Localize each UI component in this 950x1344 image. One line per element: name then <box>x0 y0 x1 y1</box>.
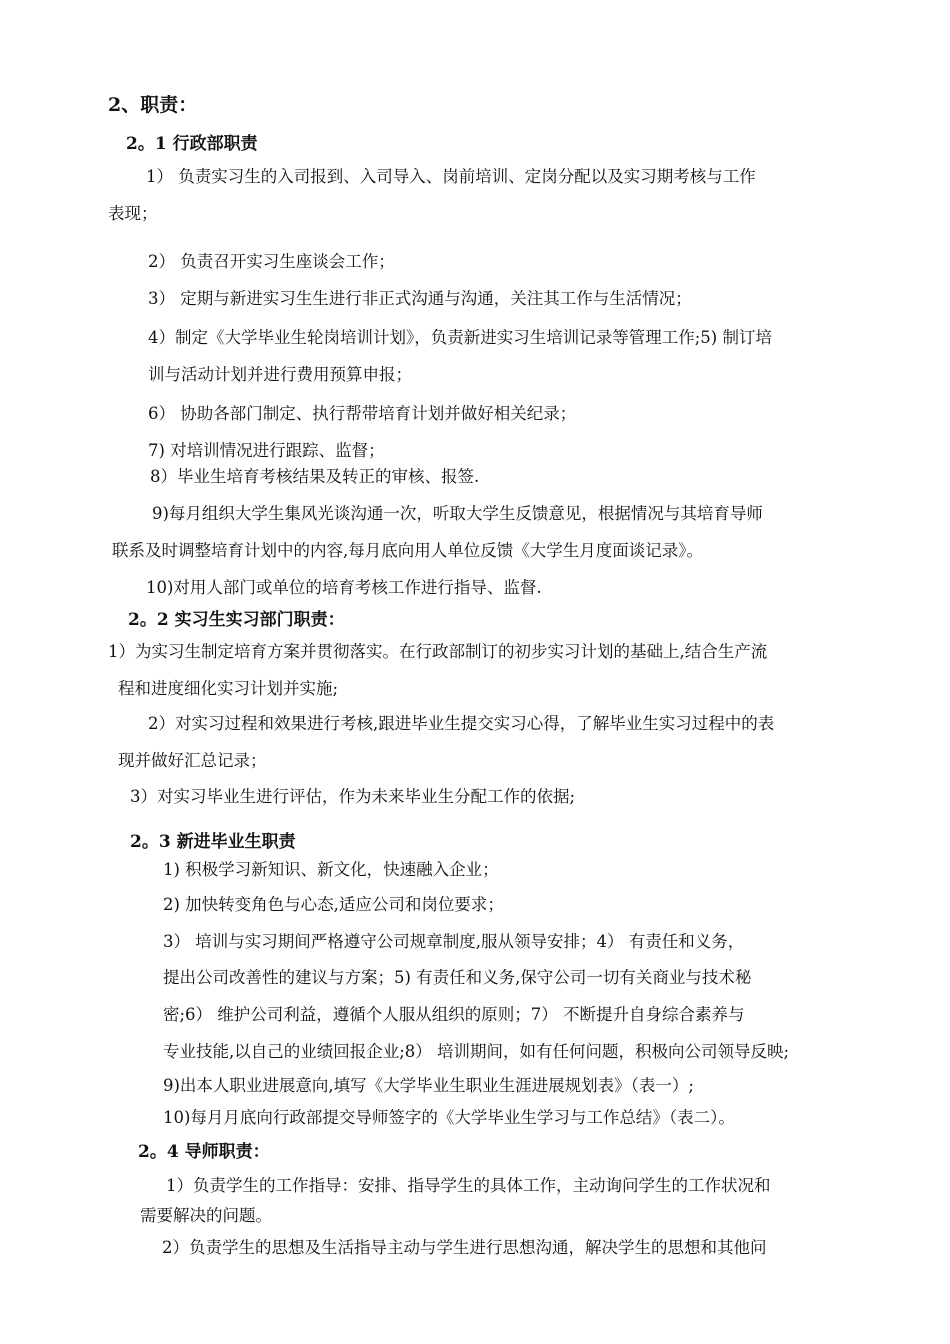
paragraph-line: 密;6） 维护公司利益，遵循个人服从组织的原则；7） 不断提升自身综合素养与 <box>163 1005 745 1024</box>
paragraph-line: 1） 负责实习生的入司报到、入司导入、岗前培训、定岗分配以及实习期考核与工作 <box>146 167 756 186</box>
subsection-title-graduate: 2。3 新进毕业生职责 <box>130 832 296 852</box>
paragraph-line: 9)出本人职业进展意向,填写《大学毕业生职业生涯进展规划表》（表一）; <box>163 1076 694 1095</box>
paragraph-line: 现并做好汇总记录； <box>118 751 267 770</box>
paragraph-line: 1）为实习生制定培育方案并贯彻落实。在行政部制订的初步实习计划的基础上,结合生产流 <box>108 642 768 661</box>
paragraph-line: 9)每月组织大学生集风光谈沟通一次，听取大学生反馈意见，根据情况与其培育导师 <box>152 504 763 523</box>
paragraph-line: 4）制定《大学毕业生轮岗培训计划》，负责新进实习生培训记录等管理工作;5) 制订培 <box>148 328 772 347</box>
subsection-title-dept: 2。2 实习生实习部门职责： <box>128 610 345 630</box>
paragraph-line: 6） 协助各部门制定、执行帮带培育计划并做好相关纪录； <box>148 404 577 423</box>
paragraph-line: 提出公司改善性的建议与方案；5) 有责任和义务,保守公司一切有关商业与技术秘 <box>163 968 752 987</box>
paragraph-line: 2）负责学生的思想及生活指导主动与学生进行思想沟通，解决学生的思想和其他问 <box>162 1238 767 1257</box>
subsection-title-mentor: 2。4 导师职责： <box>138 1142 270 1162</box>
subsection-title-admin: 2。1 行政部职责 <box>126 134 258 154</box>
paragraph-line: 2) 加快转变角色与心态,适应公司和岗位要求； <box>163 895 504 914</box>
paragraph-line: 10)对用人部门或单位的培育考核工作进行指导、监督. <box>146 578 542 597</box>
paragraph-line: 程和进度细化实习计划并实施; <box>118 679 339 698</box>
paragraph-line: 1）负责学生的工作指导：安排、指导学生的具体工作，主动询问学生的工作状况和 <box>166 1176 771 1195</box>
paragraph-line: 3）对实习毕业生进行评估，作为未来毕业生分配工作的依据; <box>130 787 576 806</box>
paragraph-line: 联系及时调整培育计划中的内容,每月底向用人单位反馈《大学生月度面谈记录》。 <box>112 541 703 560</box>
section-heading: 2、职责： <box>108 94 198 116</box>
paragraph-line: 3） 定期与新进实习生生进行非正式沟通与沟通，关注其工作与生活情况； <box>148 289 692 308</box>
paragraph-line: 2） 负责召开实习生座谈会工作； <box>148 252 395 271</box>
paragraph-line: 8）毕业生培育考核结果及转正的审核、报签. <box>150 467 480 486</box>
paragraph-line: 2）对实习过程和效果进行考核,跟进毕业生提交实习心得，了解毕业生实习过程中的表 <box>148 714 775 733</box>
paragraph-line: 专业技能,以自己的业绩回报企业;8） 培训期间，如有任何问题，积极向公司领导反映; <box>163 1042 790 1061</box>
paragraph-line: 7) 对培训情况进行跟踪、监督； <box>148 441 385 460</box>
paragraph-line: 表现； <box>108 204 158 223</box>
paragraph-line: 训与活动计划并进行费用预算申报； <box>148 365 412 384</box>
paragraph-line: 需要解决的问题。 <box>140 1206 272 1225</box>
paragraph-line: 1) 积极学习新知识、新文化，快速融入企业； <box>163 860 499 879</box>
paragraph-line: 3） 培训与实习期间严格遵守公司规章制度,服从领导安排；4） 有责任和义务， <box>163 932 745 951</box>
paragraph-line: 10)每月月底向行政部提交导师签字的《大学毕业生学习与工作总结》（表二）。 <box>163 1108 735 1127</box>
